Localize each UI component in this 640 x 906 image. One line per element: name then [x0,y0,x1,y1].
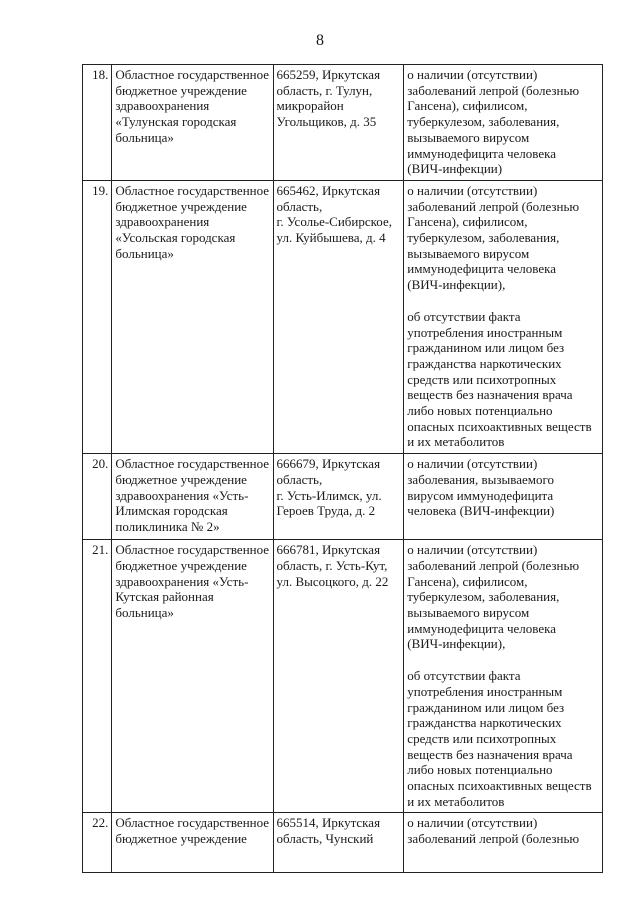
organization-line: бюджетное учреждение [115,471,247,487]
condition-line: гражданства наркотических [407,355,562,371]
address-line: область, Чунский [276,831,374,847]
condition-line: заболевания, вызываемого [407,471,555,487]
condition-line: Гансена), сифилисом, [407,573,528,589]
organization-name [112,65,273,181]
organization-line: Областное государственное [115,67,270,82]
condition-line: (ВИЧ-инфекции), [407,277,506,293]
row-number: 18. [83,65,112,181]
condition-line: опасных психоактивных веществ [407,778,592,794]
document-table [82,64,603,873]
condition-line: и их метаболитов [407,434,505,450]
certificate-conditions [404,813,603,873]
organization-address [273,454,404,540]
condition-line: средств или психотропных [407,730,557,746]
condition-line: (ВИЧ-инфекции) [407,161,503,177]
condition-line: о наличии (отсутствии) [407,182,538,198]
address-line: область, [276,471,323,487]
certificate-conditions [404,540,603,813]
condition-line: вызываемого вирусом [407,604,530,620]
address-line: 665514, Иркутская [276,815,381,831]
table-row [83,180,603,453]
organization-name [112,540,273,813]
organization-line: Кутская районная [115,589,214,605]
organization-line: Областное государственное [115,815,270,831]
address-line: 665259, Иркутская [276,67,381,82]
organization-line: поликлиника № 2» [115,518,220,534]
condition-line: туберкулезом, заболевания, [407,114,560,130]
address-line: микрорайон [276,98,344,114]
address-line: Героев Труда, д. 2 [276,503,376,519]
organization-line: «Усольская городская [115,230,236,246]
condition-line: иммунодефицита человека [407,620,557,636]
address-line: г. Усть-Илимск, ул. [276,487,382,503]
organization-name [112,454,273,540]
certificate-conditions [404,454,603,540]
organization-line: бюджетное учреждение [115,198,247,214]
condition-line: заболеваний лепрой (болезнью [407,831,580,847]
paragraph-gap [407,652,599,668]
row-number: 19. [83,180,112,453]
organization-line: бюджетное учреждение [115,557,247,573]
certificate-conditions [404,180,603,453]
condition-line: иммунодефицита человека [407,145,557,161]
table-row [83,454,603,540]
table-row [83,65,603,181]
address-line: 666679, Иркутская [276,456,381,472]
condition-line: заболеваний лепрой (болезнью [407,82,580,98]
organization-line: бюджетное учреждение [115,831,247,847]
condition-line: либо новых потенциально [407,762,553,778]
organization-line: больница» [115,129,174,145]
condition-line: веществ без назначения врача [407,387,573,403]
condition-line: туберкулезом, заболевания, [407,230,560,246]
condition-line: употребления иностранным [407,324,563,340]
condition-line: гражданином или лицом без [407,340,565,356]
address-line: Угольщиков, д. 35 [276,114,377,130]
condition-line: Гансена), сифилисом, [407,98,528,114]
address-line: область, г. Усть-Кут, [276,557,388,573]
organization-line: «Тулунская городская [115,114,237,130]
address-line: область, [276,198,323,214]
row-number: 21. [83,540,112,813]
condition-line: Гансена), сифилисом, [407,214,528,230]
condition-line: туберкулезом, заболевания, [407,589,560,605]
table-row [83,813,603,873]
condition-line: употребления иностранным [407,683,563,699]
organization-line: здравоохранения [115,214,210,230]
organization-address [273,540,404,813]
organization-name [112,813,273,873]
condition-line: вызываемого вирусом [407,245,530,261]
condition-line: либо новых потенциально [407,403,553,419]
address-line: ул. Высоцкого, д. 22 [276,573,389,589]
address-line: 665462, Иркутская [276,182,381,198]
condition-line: о наличии (отсутствии) [407,815,538,831]
organization-line: больница» [115,245,174,261]
organization-address [273,65,404,181]
condition-line: о наличии (отсутствии) [407,67,538,82]
address-line: 666781, Иркутская [276,542,381,558]
condition-line: о наличии (отсутствии) [407,456,538,472]
address-line: ул. Куйбышева, д. 4 [276,230,386,246]
condition-line: об отсутствии факта [407,308,521,324]
organization-address [273,813,404,873]
condition-line: веществ без назначения врача [407,746,573,762]
condition-line: об отсутствии факта [407,668,521,684]
condition-line: иммунодефицита человека [407,261,557,277]
organization-line: здравоохранения «Усть- [115,573,249,589]
condition-line: средств или психотропных [407,371,557,387]
condition-line: заболеваний лепрой (болезнью [407,198,580,214]
row-number: 20. [83,454,112,540]
paragraph-gap [407,293,599,309]
organization-line: Илимская городская [115,503,228,519]
condition-line: о наличии (отсутствии) [407,542,538,558]
condition-line: опасных психоактивных веществ [407,418,592,434]
organization-line: Областное государственное [115,182,270,198]
condition-line: вирусом иммунодефицита [407,487,554,503]
condition-line: человека (ВИЧ-инфекции) [407,503,555,519]
condition-line: вызываемого вирусом [407,129,530,145]
address-line: г. Усолье-Сибирское, [276,214,392,230]
address-line: область, г. Тулун, [276,82,373,98]
condition-line: и их метаболитов [407,793,505,809]
certificate-conditions [404,65,603,181]
organization-name [112,180,273,453]
condition-line: (ВИЧ-инфекции), [407,636,506,652]
condition-line: гражданства наркотических [407,715,562,731]
organization-line: больница» [115,604,174,620]
organization-line: здравоохранения [115,98,210,114]
organization-line: Областное государственное [115,542,270,558]
condition-line: заболеваний лепрой (болезнью [407,557,580,573]
condition-line: гражданином или лицом без [407,699,565,715]
page-number: 8 [316,32,324,49]
organization-line: бюджетное учреждение [115,82,247,98]
organization-line: здравоохранения «Усть- [115,487,249,503]
organization-line: Областное государственное [115,456,270,472]
organization-address [273,180,404,453]
row-number: 22. [83,813,112,873]
table-row [83,540,603,813]
